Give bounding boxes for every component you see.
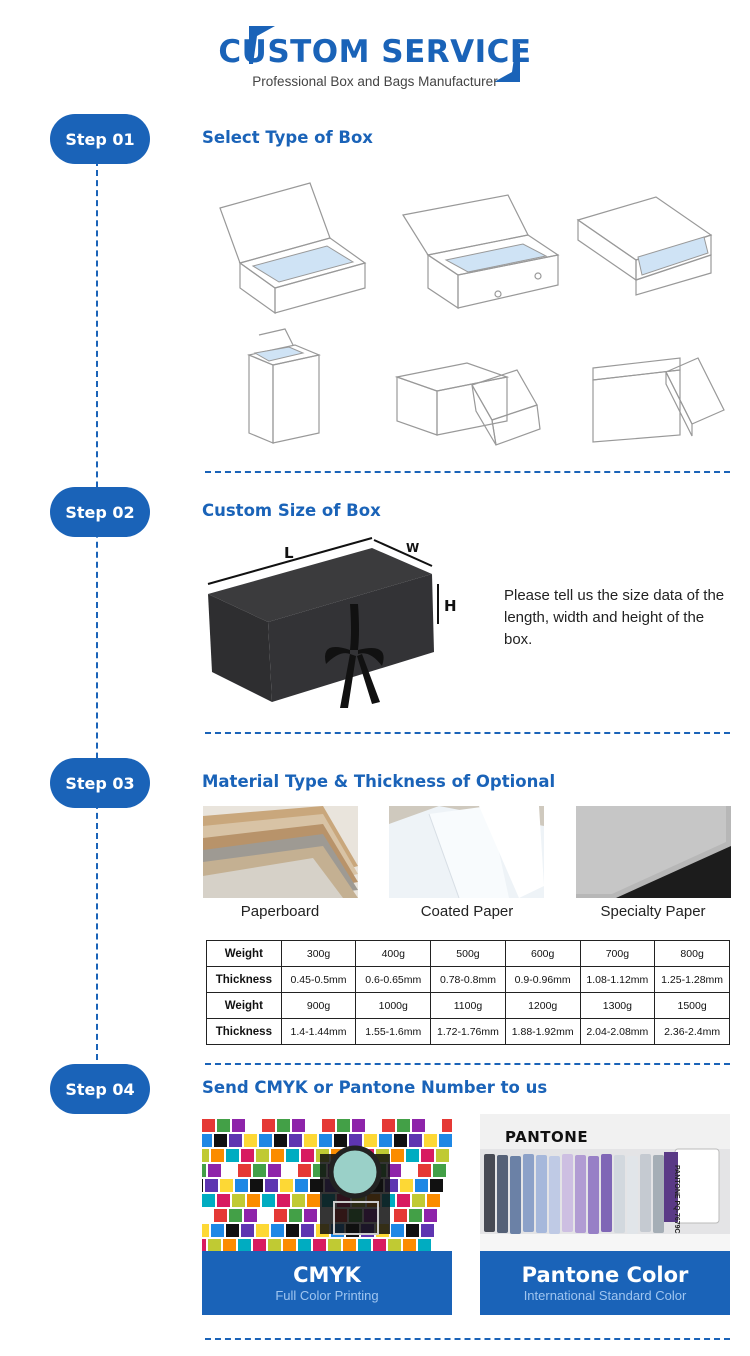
table-cell: 0.78-0.8mm bbox=[431, 967, 506, 993]
pantone-title: Pantone Color bbox=[521, 1263, 689, 1287]
table-cell: 1500g bbox=[655, 993, 730, 1019]
table-cell: 500g bbox=[431, 941, 506, 967]
cmyk-subtitle: Full Color Printing bbox=[275, 1288, 379, 1303]
step-03-title: Material Type & Thickness of Optional bbox=[202, 772, 556, 791]
table-cell: 0.9-0.96mm bbox=[505, 967, 580, 993]
table-cell: 700g bbox=[580, 941, 655, 967]
step-03-badge: Step 03 bbox=[50, 758, 150, 808]
box-type-rigid-lid-icon bbox=[588, 350, 728, 445]
step-01-title: Select Type of Box bbox=[202, 128, 373, 147]
table-cell: 2.36-2.4mm bbox=[655, 1019, 730, 1045]
kraft-paper-stack-icon bbox=[203, 806, 358, 898]
step-02-badge: Step 02 bbox=[50, 487, 150, 537]
table-cell: 1300g bbox=[580, 993, 655, 1019]
page-title: CUSTOM SERVICE bbox=[218, 34, 532, 70]
box-type-drawer-icon bbox=[576, 195, 716, 305]
cmyk-color-chart-icon bbox=[202, 1114, 452, 1251]
table-cell: Thickness bbox=[207, 1019, 282, 1045]
black-box-dimension-icon bbox=[200, 532, 460, 717]
table-cell: 1.25-1.28mm bbox=[655, 967, 730, 993]
table-cell: 900g bbox=[281, 993, 356, 1019]
table-cell: 1.08-1.12mm bbox=[580, 967, 655, 993]
dimension-label-width: W bbox=[406, 541, 420, 555]
table-cell: 0.45-0.5mm bbox=[281, 967, 356, 993]
cmyk-option-card bbox=[202, 1251, 452, 1315]
table-cell: 2.04-2.08mm bbox=[580, 1019, 655, 1045]
table-row bbox=[207, 1019, 730, 1045]
table-cell: 800g bbox=[655, 941, 730, 967]
material-label-paperboard: Paperboard bbox=[240, 903, 320, 920]
step-divider bbox=[205, 471, 730, 473]
pantone-subtitle: International Standard Color bbox=[523, 1288, 687, 1303]
step-divider bbox=[205, 1063, 730, 1065]
cmyk-photo bbox=[202, 1114, 452, 1251]
step-01-badge: Step 01 bbox=[50, 114, 150, 164]
table-row bbox=[207, 993, 730, 1019]
cmyk-title: CMYK bbox=[293, 1263, 361, 1287]
material-label-specialty-paper: Specialty Paper bbox=[600, 903, 706, 920]
pantone-brand-label: PANTONE bbox=[505, 1128, 589, 1146]
step-02-title: Custom Size of Box bbox=[202, 501, 381, 520]
box-type-lid-and-base-icon bbox=[392, 355, 542, 450]
steps-timeline bbox=[96, 160, 98, 1060]
dimension-label-height: H bbox=[444, 597, 457, 615]
table-cell: Thickness bbox=[207, 967, 282, 993]
table-cell: 600g bbox=[505, 941, 580, 967]
table-cell: Weight bbox=[207, 941, 282, 967]
step-04-title: Send CMYK or Pantone Number to us bbox=[202, 1078, 548, 1097]
step-divider bbox=[205, 1338, 730, 1340]
box-type-folding-carton-icon bbox=[245, 325, 325, 447]
pantone-option-card bbox=[480, 1251, 730, 1315]
table-cell: 1.88-1.92mm bbox=[505, 1019, 580, 1045]
table-row bbox=[207, 967, 730, 993]
box-type-magnetic-lid-icon bbox=[215, 178, 375, 318]
table-cell: 1100g bbox=[431, 993, 506, 1019]
table-cell: 1.55-1.6mm bbox=[356, 1019, 431, 1045]
box-type-flap-lid-icon bbox=[398, 190, 563, 315]
white-paper-sheets-icon bbox=[389, 806, 544, 898]
step-04-badge: Step 04 bbox=[50, 1064, 150, 1114]
dimension-label-length: L bbox=[284, 544, 294, 562]
thickness-table bbox=[206, 940, 730, 1045]
table-cell: 300g bbox=[281, 941, 356, 967]
table-cell: 1200g bbox=[505, 993, 580, 1019]
table-cell: 0.6-0.65mm bbox=[356, 967, 431, 993]
table-cell: 1.72-1.76mm bbox=[431, 1019, 506, 1045]
table-cell: 400g bbox=[356, 941, 431, 967]
size-description: Please tell us the size data of the length, width and height of the box. bbox=[504, 587, 725, 648]
table-row bbox=[207, 941, 730, 967]
pantone-swatch-code: PANTONE PQ-7679C bbox=[673, 1165, 680, 1234]
table-cell: Weight bbox=[207, 993, 282, 1019]
table-cell: 1000g bbox=[356, 993, 431, 1019]
material-label-coated-paper: Coated Paper bbox=[420, 903, 514, 920]
page-subtitle: Professional Box and Bags Manufacturer bbox=[252, 74, 498, 89]
step-divider bbox=[205, 732, 730, 734]
textured-paper-icon bbox=[576, 806, 731, 898]
table-cell: 1.4-1.44mm bbox=[281, 1019, 356, 1045]
